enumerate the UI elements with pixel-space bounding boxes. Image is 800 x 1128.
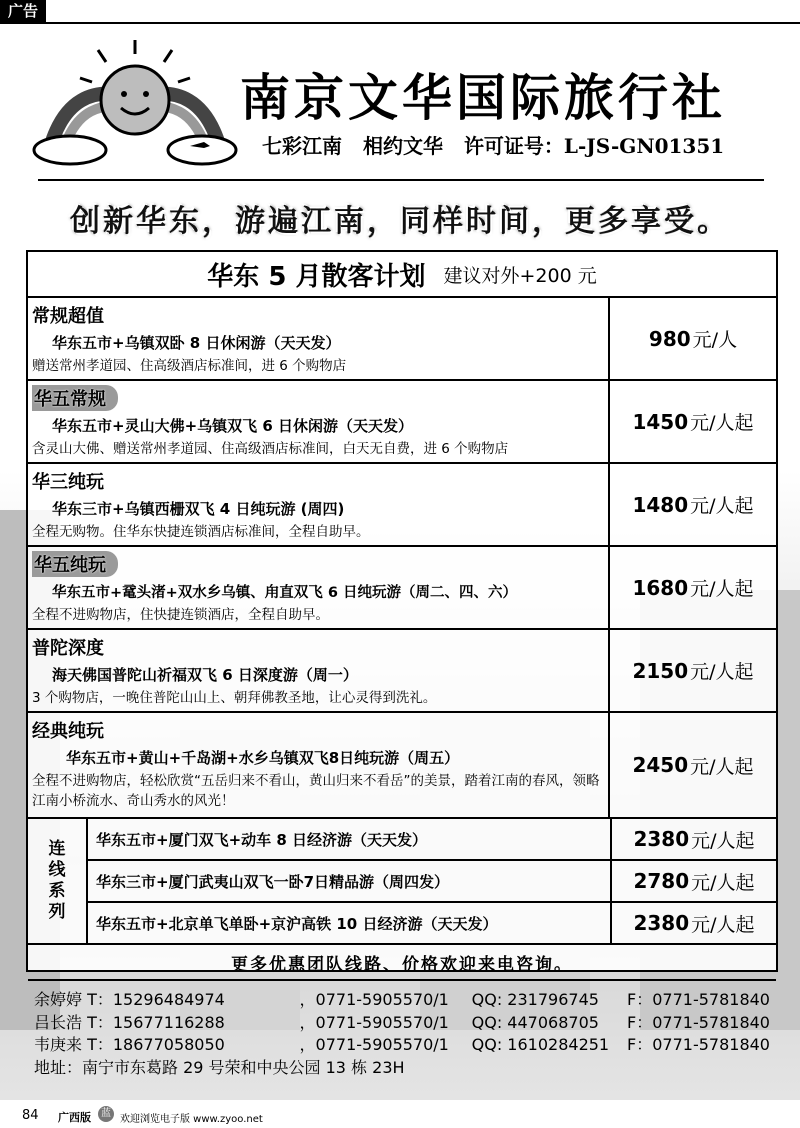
tour-desc: 3 个购物店，一晚住普陀山山上、朝拜佛教圣地，让心灵得到洗礼。 [32,690,437,706]
contact-address: 地址：南宁市东葛路 29 号荣和中央公园 13 栋 23H [34,1057,405,1077]
contact-name-mobile: 余婷婷 T：15296484974 [34,990,225,1009]
tour-desc: 全程无购物。住华东快捷连锁酒店标准间，全程自助早。 [32,524,370,540]
tour-row [28,298,776,381]
price-value: 2450 [632,753,689,777]
tour-row [28,713,776,819]
price-value: 2780 [633,869,690,893]
tour-category: 经典纯玩 [32,721,104,742]
contact-name-mobile: 吕长浩 T：15677116288 [34,1012,225,1032]
series-route: 华东三市+厦门武夷山双飞一卧7日精品游（周四发） [88,861,612,901]
top-rule [0,22,800,24]
price-unit: 元/人起 [690,495,754,517]
tour-row [28,547,776,630]
brand-motto-2: 相约文华 [362,134,443,158]
connection-series [28,819,776,945]
tour-row [28,381,776,464]
more-info-banner: 更多优惠团队线路、价格欢迎来电咨询。 [28,945,776,981]
price-value: 2380 [633,911,690,935]
tour-price [610,381,776,462]
contact-list [28,981,776,1079]
footer-website: 欢迎浏览电子版 www.zyoo.net [120,1114,263,1125]
series-price [612,903,776,943]
ad-tag: 广告 [0,0,46,22]
tour-desc: 赠送常州孝道园、住高级酒店标准间，进 6 个购物店 [32,358,347,374]
price-value: 1480 [632,492,689,517]
tour-plan-table [26,250,778,1077]
contact-row [34,1034,770,1057]
tour-category: 华三纯玩 [32,472,104,493]
tour-category: 华五常规 [32,385,118,411]
series-price [612,819,776,859]
contact-row [34,1012,770,1035]
tour-price [610,713,776,817]
brand-motto-1: 七彩江南 [262,134,342,158]
tour-route: 华东五市+鼋头渚+双水乡乌镇、甪直双飞 6 日纯玩游（周二、四、六） [52,585,517,601]
brand-license: 许可证号：L-JS-GN01351 [463,134,725,158]
series-label-char: 线 [48,860,66,880]
tour-category: 常规超值 [32,306,104,327]
price-value: 1680 [632,575,689,600]
series-route: 华东五市+厦门双飞+动车 8 日经济游（天天发） [88,819,612,859]
price-value: 2150 [632,658,689,683]
plan-title: 华东 5 月散客计划 [207,261,426,292]
series-label-char: 列 [48,902,66,922]
contact-qq: QQ: 231796745 [471,990,599,1009]
series-label-char: 连 [48,839,66,859]
price-unit: 元/人起 [691,829,755,852]
sun-rainbow-logo [30,38,240,168]
plan-note: 建议对外+200 元 [443,264,597,287]
page-footer [0,1100,800,1128]
price-unit: 元/人起 [691,913,755,936]
tour-row [28,630,776,713]
series-label-char: 系 [48,881,66,901]
tour-desc: 全程不进购物店，住快捷连锁酒店，全程自助早。 [32,607,329,623]
brand-subtitle [262,130,738,159]
series-row [88,903,776,943]
edition-label: 广西版 [58,1111,91,1124]
slogan: 创新华东，游遍江南，同样时间，更多享受。 [70,204,730,239]
price-unit: 元/人起 [690,661,754,683]
price-unit: 元/人起 [690,755,754,778]
series-route: 华东五市+北京单飞单卧+京沪高铁 10 日经济游（天天发） [88,903,612,943]
header-rule [38,179,764,181]
tour-row [28,464,776,547]
contact-phone: ，0771-5905570/1 [299,1012,449,1032]
contact-qq: QQ: 447068705 [471,1012,599,1032]
contact-phone: ，0771-5905570/1 [299,990,449,1009]
price-unit: 元/人起 [691,871,755,894]
tour-route: 海天佛国普陀山祈福双飞 6 日深度游（周一） [52,666,358,684]
tour-route: 华东五市+灵山大佛+乌镇双飞 6 日休闲游（天天发） [52,417,414,435]
tour-price [610,547,776,628]
contact-qq: QQ: 1610284251 [471,1035,610,1054]
tour-desc: 全程不进购物店，轻松欣赏“五岳归来不看山，黄山归来不看岳”的美景，踏着江南的春风，领略江南小桥流水、奇山秀水的风光！ [32,773,600,809]
tour-price [610,630,776,711]
contact-fax: F：0771-5781840 [627,990,770,1009]
edition-badge-icon: 蓝 [98,1106,114,1122]
contact-row [34,989,770,1012]
tour-price [610,464,776,545]
contact-fax: F：0771-5781840 [627,1012,770,1032]
price-value: 2380 [633,827,690,851]
series-row [88,861,776,903]
price-unit: 元/人 [692,329,738,351]
series-price [612,861,776,901]
contact-phone: ，0771-5905570/1 [299,1035,449,1054]
price-unit: 元/人起 [690,412,754,434]
tour-route: 华东五市+乌镇双卧 8 日休闲游（天天发） [52,334,341,352]
price-unit: 元/人起 [690,578,754,600]
series-label [28,819,88,943]
price-value: 980 [648,326,691,351]
tour-price [610,298,776,379]
tour-route: 华东五市+黄山+千岛湖+水乡乌镇双飞8日纯玩游（周五） [66,749,460,767]
contact-fax: F：0771-5781840 [627,1035,770,1054]
price-value: 1450 [632,409,689,434]
page-number: 84 [22,1108,39,1123]
tour-category: 华五纯玩 [32,551,118,577]
brand-name: 南京文华国际旅行社 [240,69,726,127]
tour-route: 华东三市+乌镇西栅双飞 4 日纯玩游 (周四) [52,500,345,518]
plan-title-bar [28,252,776,298]
tour-desc: 含灵山大佛、赠送常州孝道园、住高级酒店标准间，白天无自费，进 6 个购物店 [32,441,509,457]
tour-category: 普陀深度 [32,638,104,659]
contact-name-mobile: 韦庚来 T：18677058050 [34,1035,225,1054]
series-row [88,819,776,861]
